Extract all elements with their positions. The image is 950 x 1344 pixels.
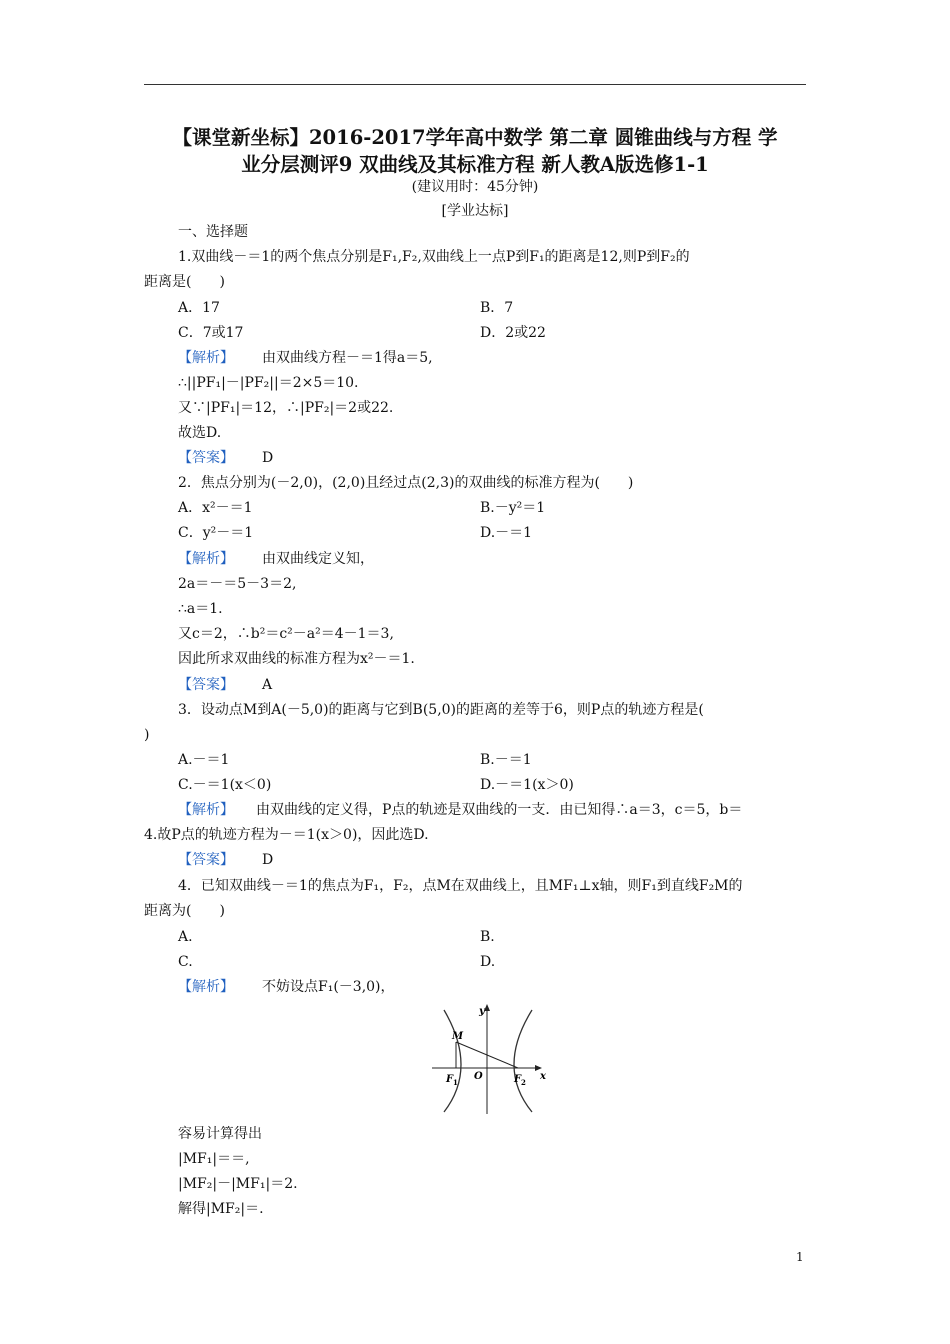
- q3-option-b: B.－＝1: [480, 752, 532, 768]
- q4-after-line2: |MF₁|＝＝,: [178, 1151, 250, 1167]
- q1-analysis-line3: 又∵|PF₁|＝12，∴|PF₂|＝2或22.: [178, 400, 394, 416]
- q2-analysis-tag: 【解析】: [178, 551, 234, 567]
- q2-option-d: D.－＝1: [480, 525, 533, 541]
- q4-analysis-line1: 不妨设点F₁(－3,0)，: [262, 979, 395, 995]
- q1-option-d: D．2或22: [480, 325, 546, 341]
- q4-analysis-tag: 【解析】: [178, 979, 234, 995]
- section-label: [学业达标]: [441, 203, 509, 219]
- q1-analysis-line2: ∴||PF₁|－|PF₂||＝2×5＝10.: [178, 375, 359, 391]
- q2-option-b: B.－y²＝1: [480, 500, 546, 516]
- hyperbola-left-branch: [444, 1010, 461, 1112]
- hyperbola-right-branch: [514, 1010, 532, 1112]
- q2-option-a: A．x²－＝1: [178, 500, 253, 516]
- q1-option-c: C．7或17: [178, 325, 244, 341]
- q3-analysis-tag: 【解析】: [178, 802, 234, 818]
- q3-option-c: C.－＝1(x＜0): [178, 777, 272, 793]
- q2-analysis-line4: 又c＝2，∴b²＝c²－a²＝4－1＝3,: [178, 626, 394, 642]
- q1-analysis-line1: 由双曲线方程－＝1得a＝5,: [262, 350, 433, 366]
- label-o: O: [474, 1071, 483, 1082]
- doc-title-line2: 业分层测评9 双曲线及其标准方程 新人教A版选修1-1: [241, 153, 709, 176]
- q3-stem-line1: 3．设动点M到A(－5,0)的距离与它到B(5,0)的距离的差等于6，则P点的轨迹方程是(: [178, 702, 704, 718]
- q2-stem-line1: 2．焦点分别为(－2,0)，(2,0)且经过点(2,3)的双曲线的标准方程为( ): [178, 475, 634, 491]
- q3-stem-line2: ): [144, 727, 150, 743]
- q4-option-c: C.: [178, 954, 193, 970]
- q1-stem-line2: 距离是( ): [144, 274, 225, 290]
- label-f2: F: [514, 1074, 522, 1085]
- label-f1-sub: 1: [453, 1078, 458, 1087]
- q2-option-c: C．y²－＝1: [178, 525, 254, 541]
- q1-analysis-tag: 【解析】: [178, 350, 234, 366]
- q1-analysis-line4: 故选D.: [178, 425, 222, 441]
- header-rule: [144, 84, 806, 85]
- q1-option-b: B．7: [480, 300, 514, 316]
- q3-analysis-line1: 由双曲线的定义得，P点的轨迹是双曲线的一支．由已知得∴a＝3，c＝5，b＝: [256, 802, 743, 818]
- q1-answer: D: [262, 450, 274, 466]
- q4-stem-line2: 距离为( ): [144, 903, 225, 919]
- q2-analysis-line2: 2a＝－＝5－3＝2,: [178, 576, 297, 592]
- label-f1: F: [446, 1074, 454, 1085]
- q2-answer: A: [262, 677, 273, 693]
- q3-answer: D: [262, 852, 274, 868]
- time-hint: (建议用时：45分钟): [411, 179, 539, 195]
- q4-after-line1: 容易计算得出: [178, 1126, 262, 1142]
- label-y: y: [479, 1006, 485, 1017]
- q4-option-b: B.: [480, 929, 495, 945]
- q4-after-line4: 解得|MF₂|＝.: [178, 1201, 264, 1217]
- q3-option-a: A.－＝1: [178, 752, 230, 768]
- label-x: x: [540, 1071, 546, 1082]
- q3-option-d: D.－＝1(x＞0): [480, 777, 574, 793]
- y-axis-arrow: [484, 1004, 490, 1011]
- q2-analysis-line3: ∴a＝1.: [178, 601, 223, 617]
- q4-stem-line1: 4．已知双曲线－＝1的焦点为F₁，F₂，点M在双曲线上，且MF₁⊥x轴，则F₁到直线F₂M的: [178, 878, 743, 894]
- q4-option-d: D.: [480, 954, 496, 970]
- q4-option-a: A.: [178, 929, 193, 945]
- q4-after-line3: |MF₂|－|MF₁|＝2.: [178, 1176, 298, 1192]
- hyperbola-figure: [430, 1002, 560, 1116]
- q3-answer-tag: 【答案】: [178, 852, 234, 868]
- q1-option-a: A．17: [178, 300, 220, 316]
- page-number: 1: [796, 1250, 804, 1264]
- label-f2-sub: 2: [521, 1078, 526, 1087]
- q3-analysis-line2: 4.故P点的轨迹方程为－＝1(x＞0)，因此选D.: [144, 827, 429, 843]
- q2-analysis-line5: 因此所求双曲线的标准方程为x²－＝1.: [178, 651, 415, 667]
- label-m: M: [452, 1031, 464, 1042]
- part-title: 一、选择题: [178, 224, 248, 240]
- q1-stem-line1: 1.双曲线－＝1的两个焦点分别是F₁,F₂,双曲线上一点P到F₁的距离是12,则P到F₂的: [178, 249, 690, 265]
- doc-title-line1: 【课堂新坐标】2016-2017学年高中数学 第二章 圆锥曲线与方程 学: [172, 126, 778, 149]
- q2-answer-tag: 【答案】: [178, 677, 234, 693]
- q2-analysis-line1: 由双曲线定义知，: [262, 551, 374, 567]
- q1-answer-tag: 【答案】: [178, 450, 234, 466]
